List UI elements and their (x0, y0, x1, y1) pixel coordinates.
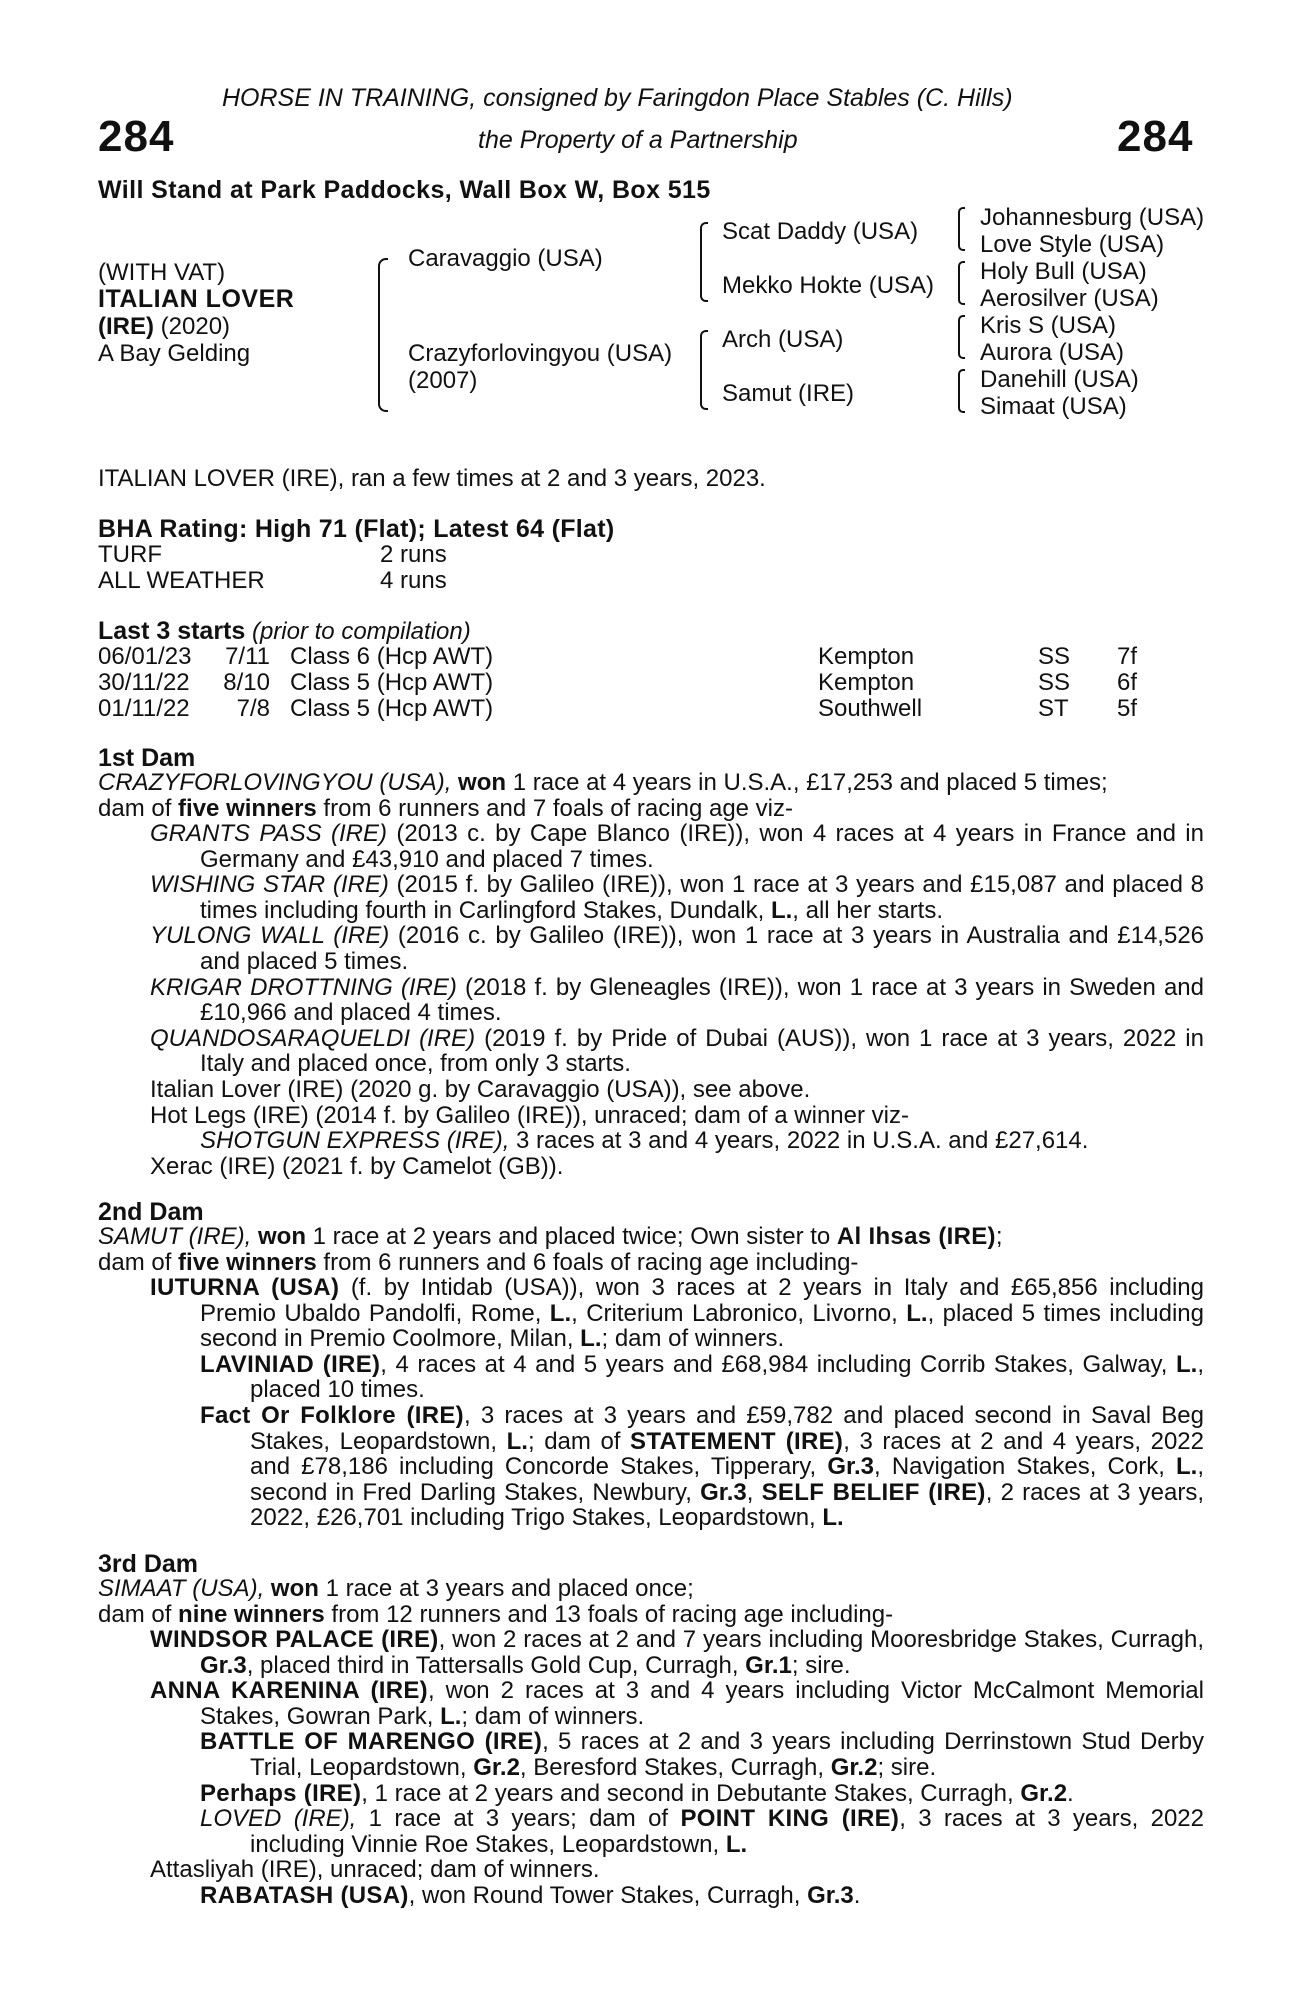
first-dam-intro: CRAZYFORLOVINGYOU (USA), won 1 race at 4 years in U.S.A., £17,253 and placed 5 times; dam of five winners from 6 runners and 7 foals of racing age viz- (98, 769, 1108, 822)
foal-entry: QUANDOSARAQUELDI (IRE) (2019 f. by Pride of Dubai (AUS)), won 1 race at 3 years, 2022 in Italy and placed once, from only 3 starts. (150, 1024, 1204, 1078)
pedigree-brace (378, 258, 388, 412)
third-dam-intro: SIMAAT (USA), won 1 race at 3 years and placed once; dam of nine winners from 12 runners and 13 foals of racing age including- (98, 1575, 894, 1628)
start-date: 06/01/23 (98, 643, 192, 670)
lot-number-left: 284 (98, 112, 175, 161)
start-race: Class 6 (Hcp AWT) (290, 643, 494, 670)
start-race: Class 5 (Hcp AWT) (290, 669, 494, 696)
foal-entry: Italian Lover (IRE) (2020 g. by Caravaggio (USA)), see above. (150, 1075, 811, 1103)
sire-name: Caravaggio (USA) (408, 245, 603, 272)
foal-entry: YULONG WALL (IRE) (2016 c. by Galileo (IRE)), won 1 race at 3 years in Australia and £14,526 and placed 5 times. (150, 922, 1205, 975)
foal-entry: Xerac (IRE) (2021 f. by Camelot (GB)). (150, 1152, 564, 1180)
rating-surface-1: TURF (98, 541, 162, 568)
foal-entry: KRIGAR DROTTNING (IRE) (2018 f. by Gleneagles (IRE)), won 1 race at 3 years in Sweden and £10,966 and placed 4 times. (150, 973, 1204, 1027)
racing-summary: ITALIAN LOVER (IRE), ran a few times at 2 and 3 years, 2023. (98, 465, 766, 492)
horse-description: A Bay Gelding (98, 340, 251, 367)
ggp-brace-3 (958, 315, 965, 359)
dam-sire: Arch (USA) (722, 326, 844, 353)
second-dam-heading: 2nd Dam (98, 1198, 204, 1226)
second-dam-intro: SAMUT (IRE), won 1 race at 2 years and placed twice; Own sister to Al Ihsas (IRE); dam of five winners from 6 runners and 6 foals of racing age including- (98, 1223, 1003, 1276)
sire-sire: Scat Daddy (USA) (722, 218, 919, 245)
dam-year: (2007) (408, 367, 478, 394)
start-going: SS (1038, 643, 1071, 670)
grandfoal-entry: BATTLE OF MARENGO (IRE), 5 races at 2 and 3 years including Derrinstown Stud Derby Trial, Leopardstown, Gr.2, Beresford Stakes, Curragh, Gr.2; sire. (200, 1728, 1204, 1781)
start-race: Class 5 (Hcp AWT) (290, 695, 494, 722)
start-going: SS (1038, 669, 1071, 696)
third-dam-heading: 3rd Dam (98, 1550, 199, 1578)
lot-number-right: 284 (1117, 112, 1194, 161)
grandfoal-entry: SHOTGUN EXPRESS (IRE), 3 races at 3 and 4 years, 2022 in U.S.A. and £27,614. (200, 1127, 1089, 1155)
ggp-brace-1 (958, 207, 965, 251)
rating-runs-2: 4 runs (380, 567, 447, 594)
start-course: Kempton (818, 669, 915, 696)
foal-entry: GRANTS PASS (IRE) (2013 c. by Cape Blanco (IRE)), won 4 races at 4 years in France and in Germany and £43,910 and placed 7 times. (150, 820, 1204, 873)
location-line: Will Stand at Park Paddocks, Wall Box W, Box 515 (98, 176, 711, 204)
vat-note: (WITH VAT) (98, 259, 226, 286)
start-course: Kempton (818, 643, 915, 670)
ggp-8: Simaat (USA) (980, 393, 1127, 420)
dam-dam: Samut (IRE) (722, 380, 855, 407)
start-dist: 5f (1117, 695, 1138, 722)
grandfoal-entry: LAVINIAD (IRE), 4 races at 4 and 5 years and £68,984 including Corrib Stakes, Galway, L., placed 10 times. (200, 1350, 1204, 1404)
start-dist: 7f (1117, 643, 1138, 670)
ggp-4: Aerosilver (USA) (980, 285, 1159, 312)
foal-entry: Attasliyah (IRE), unraced; dam of winners. (150, 1856, 600, 1884)
horse-name: ITALIAN LOVER (98, 285, 295, 313)
ggp-2: Love Style (USA) (980, 231, 1165, 258)
ggp-7: Danehill (USA) (980, 366, 1139, 393)
bha-rating: BHA Rating: High 71 (Flat); Latest 64 (Flat) (98, 515, 615, 543)
grandfoal-entry: RABATASH (USA), won Round Tower Stakes, Curragh, Gr.3. (200, 1881, 861, 1909)
first-dam-heading: 1st Dam (98, 744, 196, 772)
ggp-brace-4 (958, 369, 965, 413)
grandfoal-entry: LOVED (IRE), 1 race at 3 years; dam of POINT KING (IRE), 3 races at 3 years, 2022 including Vinnie Roe Stakes, Leopardstown, L. (200, 1805, 1204, 1858)
start-date: 01/11/22 (98, 695, 190, 722)
foal-entry: WISHING STAR (IRE) (2015 f. by Galileo (IRE)), won 1 race at 3 years and £15,087 and placed 8 times including fourth in Carlingford Stakes, Dundalk, L., all her starts. (150, 871, 1204, 924)
start-pos: 7/8 (236, 695, 270, 722)
second-dam-foals (150, 1275, 1204, 1531)
rating-runs-1: 2 runs (380, 541, 447, 568)
ggp-brace-2 (958, 261, 965, 305)
foal-entry: WINDSOR PALACE (IRE), won 2 races at 2 and 7 years including Mooresbridge Stakes, Curragh, Gr.3, placed third in Tattersalls Gold Cup, Curragh, Gr.1; sire. (150, 1626, 1205, 1679)
first-dam-foals (150, 821, 1204, 1179)
property-line: the Property of a Partnership (478, 126, 798, 154)
foal-entry: Hot Legs (IRE) (2014 f. by Galileo (IRE)), unraced; dam of a winner viz- (150, 1101, 909, 1129)
grandfoal-entry: Fact Or Folklore (IRE), 3 races at 3 years and £59,782 and placed second in Saval Beg Stakes, Leopardstown, L.; dam of STATEMENT (IRE), 3 races at 2 and 4 years, 2022 and £78,186 including Concorde Stakes, Tipperary, Gr.3, Navigation Stakes, Cork, L., second in Fred Darling Stakes, Newbury, Gr.3, SELF BELIEF (IRE), 2 races at 3 years, 2022, £26,701 including Trigo Stakes, Leopardstown, L. (200, 1401, 1204, 1532)
foal-entry: IUTURNA (USA) (f. by Intidab (USA)), won 3 races at 2 years in Italy and £65,856 including Premio Ubaldo Pandolfi, Rome, L., Criterium Labronico, Livorno, L., placed 5 times including second in Premio Coolmore, Milan, L.; dam of winners. (150, 1274, 1205, 1353)
horse-suffix-year: (IRE) (2020) (98, 313, 231, 340)
dam-brace (700, 330, 708, 410)
sire-dam: Mekko Hokte (USA) (722, 272, 935, 299)
sire-brace (700, 222, 708, 302)
grandfoal-entry: Perhaps (IRE), 1 race at 2 years and second in Debutante Stakes, Curragh, Gr.2. (200, 1779, 1074, 1807)
starts-heading: Last 3 starts (prior to compilation) (98, 617, 471, 645)
start-pos: 8/10 (223, 669, 270, 696)
start-date: 30/11/22 (98, 669, 190, 696)
dam-name: Crazyforlovingyou (USA) (408, 340, 673, 367)
ggp-3: Holy Bull (USA) (980, 258, 1147, 285)
start-dist: 6f (1117, 669, 1138, 696)
start-course: Southwell (818, 695, 923, 722)
start-pos: 7/11 (225, 643, 270, 670)
ggp-5: Kris S (USA) (980, 312, 1117, 339)
ggp-1: Johannesburg (USA) (980, 204, 1205, 231)
start-going: ST (1038, 695, 1069, 722)
consignor-line: HORSE IN TRAINING, consigned by Faringdon Place Stables (C. Hills) (222, 84, 1013, 112)
ggp-6: Aurora (USA) (980, 339, 1125, 366)
foal-entry: ANNA KARENINA (IRE), won 2 races at 3 and 4 years including Victor McCalmont Memorial Stakes, Gowran Park, L.; dam of winners. (150, 1677, 1204, 1730)
third-dam-foals (150, 1627, 1204, 1909)
rating-surface-2: ALL WEATHER (98, 567, 265, 594)
